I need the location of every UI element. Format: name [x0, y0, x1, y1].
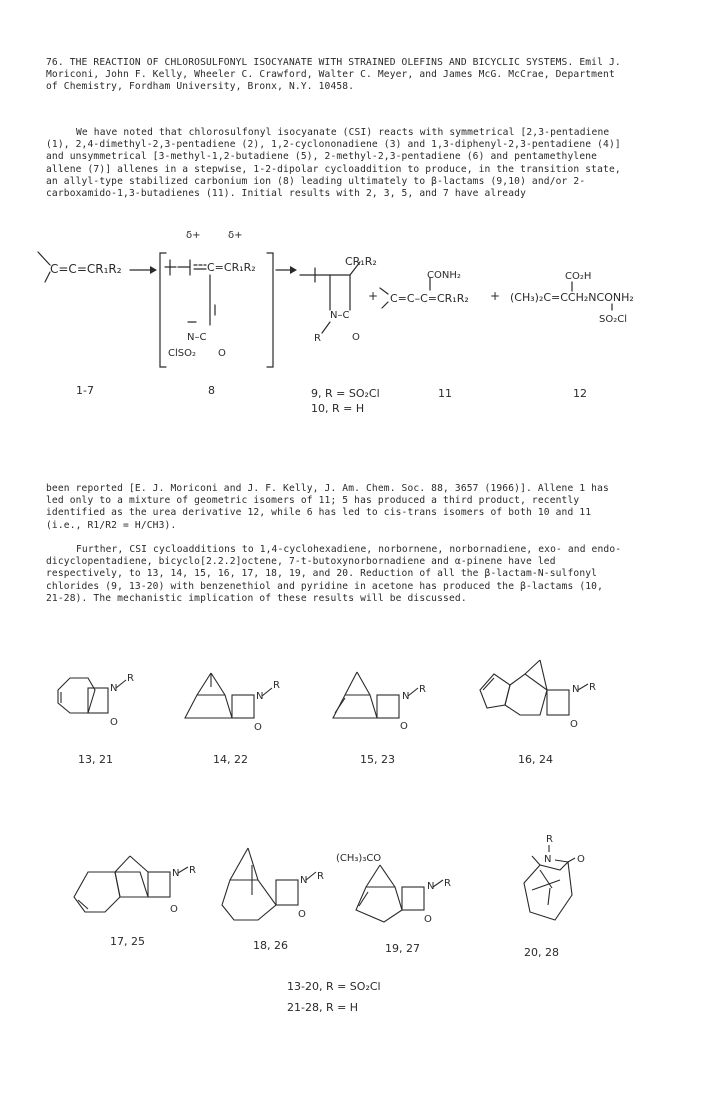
- label-14-22: 14, 22: [213, 753, 248, 766]
- label-17-25: 17, 25: [110, 935, 145, 948]
- intro-paragraph: We have noted that chlorosulfonyl isocyanate (CSI) reacts with symmetrical [2,3-pentadiene (1), 2,4-dimethyl-2,3-pentadiene (2), 1,2-cyclononadiene (3) and 1,3-diphenyl-2,3-pentadiene (4)] and unsymmetrical [3-methyl-1,2-butadiene (5), 2-methyl-2,3-pentadiene (6) and pentamethylene allene (7)] allenes in a stepwise, 1-2-dipolar cycloaddition to produce, in the transition state, an allyl-type stabilized carbonium ion (8) leading ultimately to β-lactams (9,10) and/or 2-carboxamido-1,3-butadienes (11). Initial results with 2, 3, 5, and 7 have already: [46, 127, 621, 200]
- delta-1: δ+: [186, 230, 201, 241]
- svg-text:O: O: [570, 719, 578, 730]
- svg-text:N: N: [544, 854, 552, 865]
- arrow-1-head: [150, 266, 157, 274]
- reaction-scheme: [0, 0, 704, 440]
- allene-structure: [38, 252, 122, 282]
- label-10: 10, R = H: [311, 402, 365, 415]
- co2h-group: CO₂H: [565, 271, 592, 282]
- label-11: 11: [438, 387, 452, 400]
- label-16-24: 16, 24: [518, 753, 553, 766]
- lactam-o: O: [352, 332, 360, 343]
- svg-text:R: R: [189, 865, 196, 876]
- anion-o: O: [218, 348, 226, 359]
- urea-structure: [510, 271, 634, 325]
- svg-text:O: O: [298, 909, 306, 920]
- delta-2: δ+: [228, 230, 243, 241]
- legend-line-2: 21-28, R = H: [287, 1001, 359, 1014]
- svg-text:O: O: [170, 904, 178, 915]
- label-19-27: 19, 27: [385, 942, 420, 955]
- anion-nc: N–C: [187, 332, 207, 343]
- label-15-23: 15, 23: [360, 753, 395, 766]
- article-header: 76. THE REACTION OF CHLOROSULFONYL ISOCYANATE WITH STRAINED OLEFINS AND BICYCLIC SYSTEMS. Emil J. Moriconi, John F. Kelly, Wheeler C. Crawford, Walter C. Meyer, and James McG. McCrae, Department of Chemistry, Fordham University, Bronx, N.Y. 10458.: [46, 57, 621, 93]
- svg-text:N: N: [110, 683, 118, 694]
- svg-text:R: R: [589, 682, 596, 693]
- continuation-paragraph: been reported [E. J. Moriconi and J. F. Kelly, J. Am. Chem. Soc. 88, 3657 (1966)]. Allene 1 has led only to a mixture of geometric isomers of 11; 5 has produced a third product, recently identified as the urea derivative 12, while 6 has led to cis-trans isomers of both 10 and 11 (i.e., R1/R2 = H/CH3).: [46, 483, 609, 531]
- anion-clso2: ClSO₂: [168, 348, 196, 359]
- ion-structure: [160, 230, 273, 367]
- svg-text:N: N: [300, 875, 308, 886]
- urea-formula: (CH₃)₂C=CCH₂NCONH₂: [510, 291, 634, 304]
- legend-line-1: 13-20, R = SO₂Cl: [287, 980, 381, 993]
- lactam-nc: N–C: [330, 310, 350, 321]
- structure-15: [333, 672, 426, 732]
- lactam-r: R: [314, 333, 321, 344]
- svg-text:R: R: [273, 680, 280, 691]
- svg-text:N: N: [427, 881, 435, 892]
- svg-text:O: O: [577, 854, 585, 865]
- svg-text:R: R: [317, 871, 324, 882]
- structure-19: [336, 853, 451, 925]
- urea-so2cl: SO₂Cl: [599, 314, 627, 325]
- structure-20: [524, 834, 585, 920]
- structure-17: [74, 856, 196, 915]
- label-20-28: 20, 28: [524, 946, 559, 959]
- further-paragraph: Further, CSI cycloadditions to 1,4-cyclohexadiene, norbornene, norbornadiene, exo- and endo-dicyclopentadiene, bicyclo[2.2.2]octene, 7-t-butoxynorbornadiene and α-pinene have led respectively, to 13, 14, 15, 16, 17, 18, 19, and 20. Reduction of all the β-lactam-N-sulfonyl chlorides (9, 13-20) with benzenethiol and pyridine in acetone has produced the β-lactams (10, 21-28). The mechanistic implication of these results will be discussed.: [46, 544, 622, 604]
- structure-16: [480, 660, 596, 730]
- diene-structure: [380, 270, 469, 308]
- allene-formula: C=C=CR₁R₂: [50, 262, 122, 276]
- right-bracket: [267, 253, 273, 367]
- svg-text:N: N: [402, 691, 410, 702]
- svg-text:O: O: [400, 721, 408, 732]
- svg-text:R: R: [419, 684, 426, 695]
- svg-text:N: N: [172, 868, 180, 879]
- structure-18: [222, 848, 324, 920]
- label-12: 12: [573, 387, 587, 400]
- structure-13: [58, 673, 134, 728]
- svg-text:(CH₃)₃CO: (CH₃)₃CO: [336, 853, 382, 864]
- arrow-2-head: [290, 266, 297, 274]
- svg-text:N: N: [572, 684, 580, 695]
- svg-text:O: O: [110, 717, 118, 728]
- svg-text:R: R: [444, 878, 451, 889]
- left-bracket: [160, 253, 166, 367]
- lactam-top: CR₁R₂: [345, 255, 377, 268]
- plus-2: +: [490, 289, 501, 303]
- label-8: 8: [208, 384, 215, 397]
- svg-text:R: R: [127, 673, 134, 684]
- lactam-structure: [300, 255, 377, 344]
- conh2-group: CONH₂: [427, 270, 461, 281]
- svg-text:R: R: [546, 834, 553, 845]
- diene-formula: C=C–C=CR₁R₂: [390, 292, 469, 305]
- label-1-7: 1-7: [76, 384, 94, 397]
- ion-group: C=CR₁R₂: [207, 261, 256, 274]
- structure-14: [185, 673, 280, 733]
- label-13-21: 13, 21: [78, 753, 113, 766]
- svg-text:O: O: [254, 722, 262, 733]
- svg-text:N: N: [256, 691, 264, 702]
- plus-1: +: [368, 289, 379, 303]
- svg-text:O: O: [424, 914, 432, 925]
- label-9: 9, R = SO₂Cl: [311, 387, 380, 400]
- label-18-26: 18, 26: [253, 939, 288, 952]
